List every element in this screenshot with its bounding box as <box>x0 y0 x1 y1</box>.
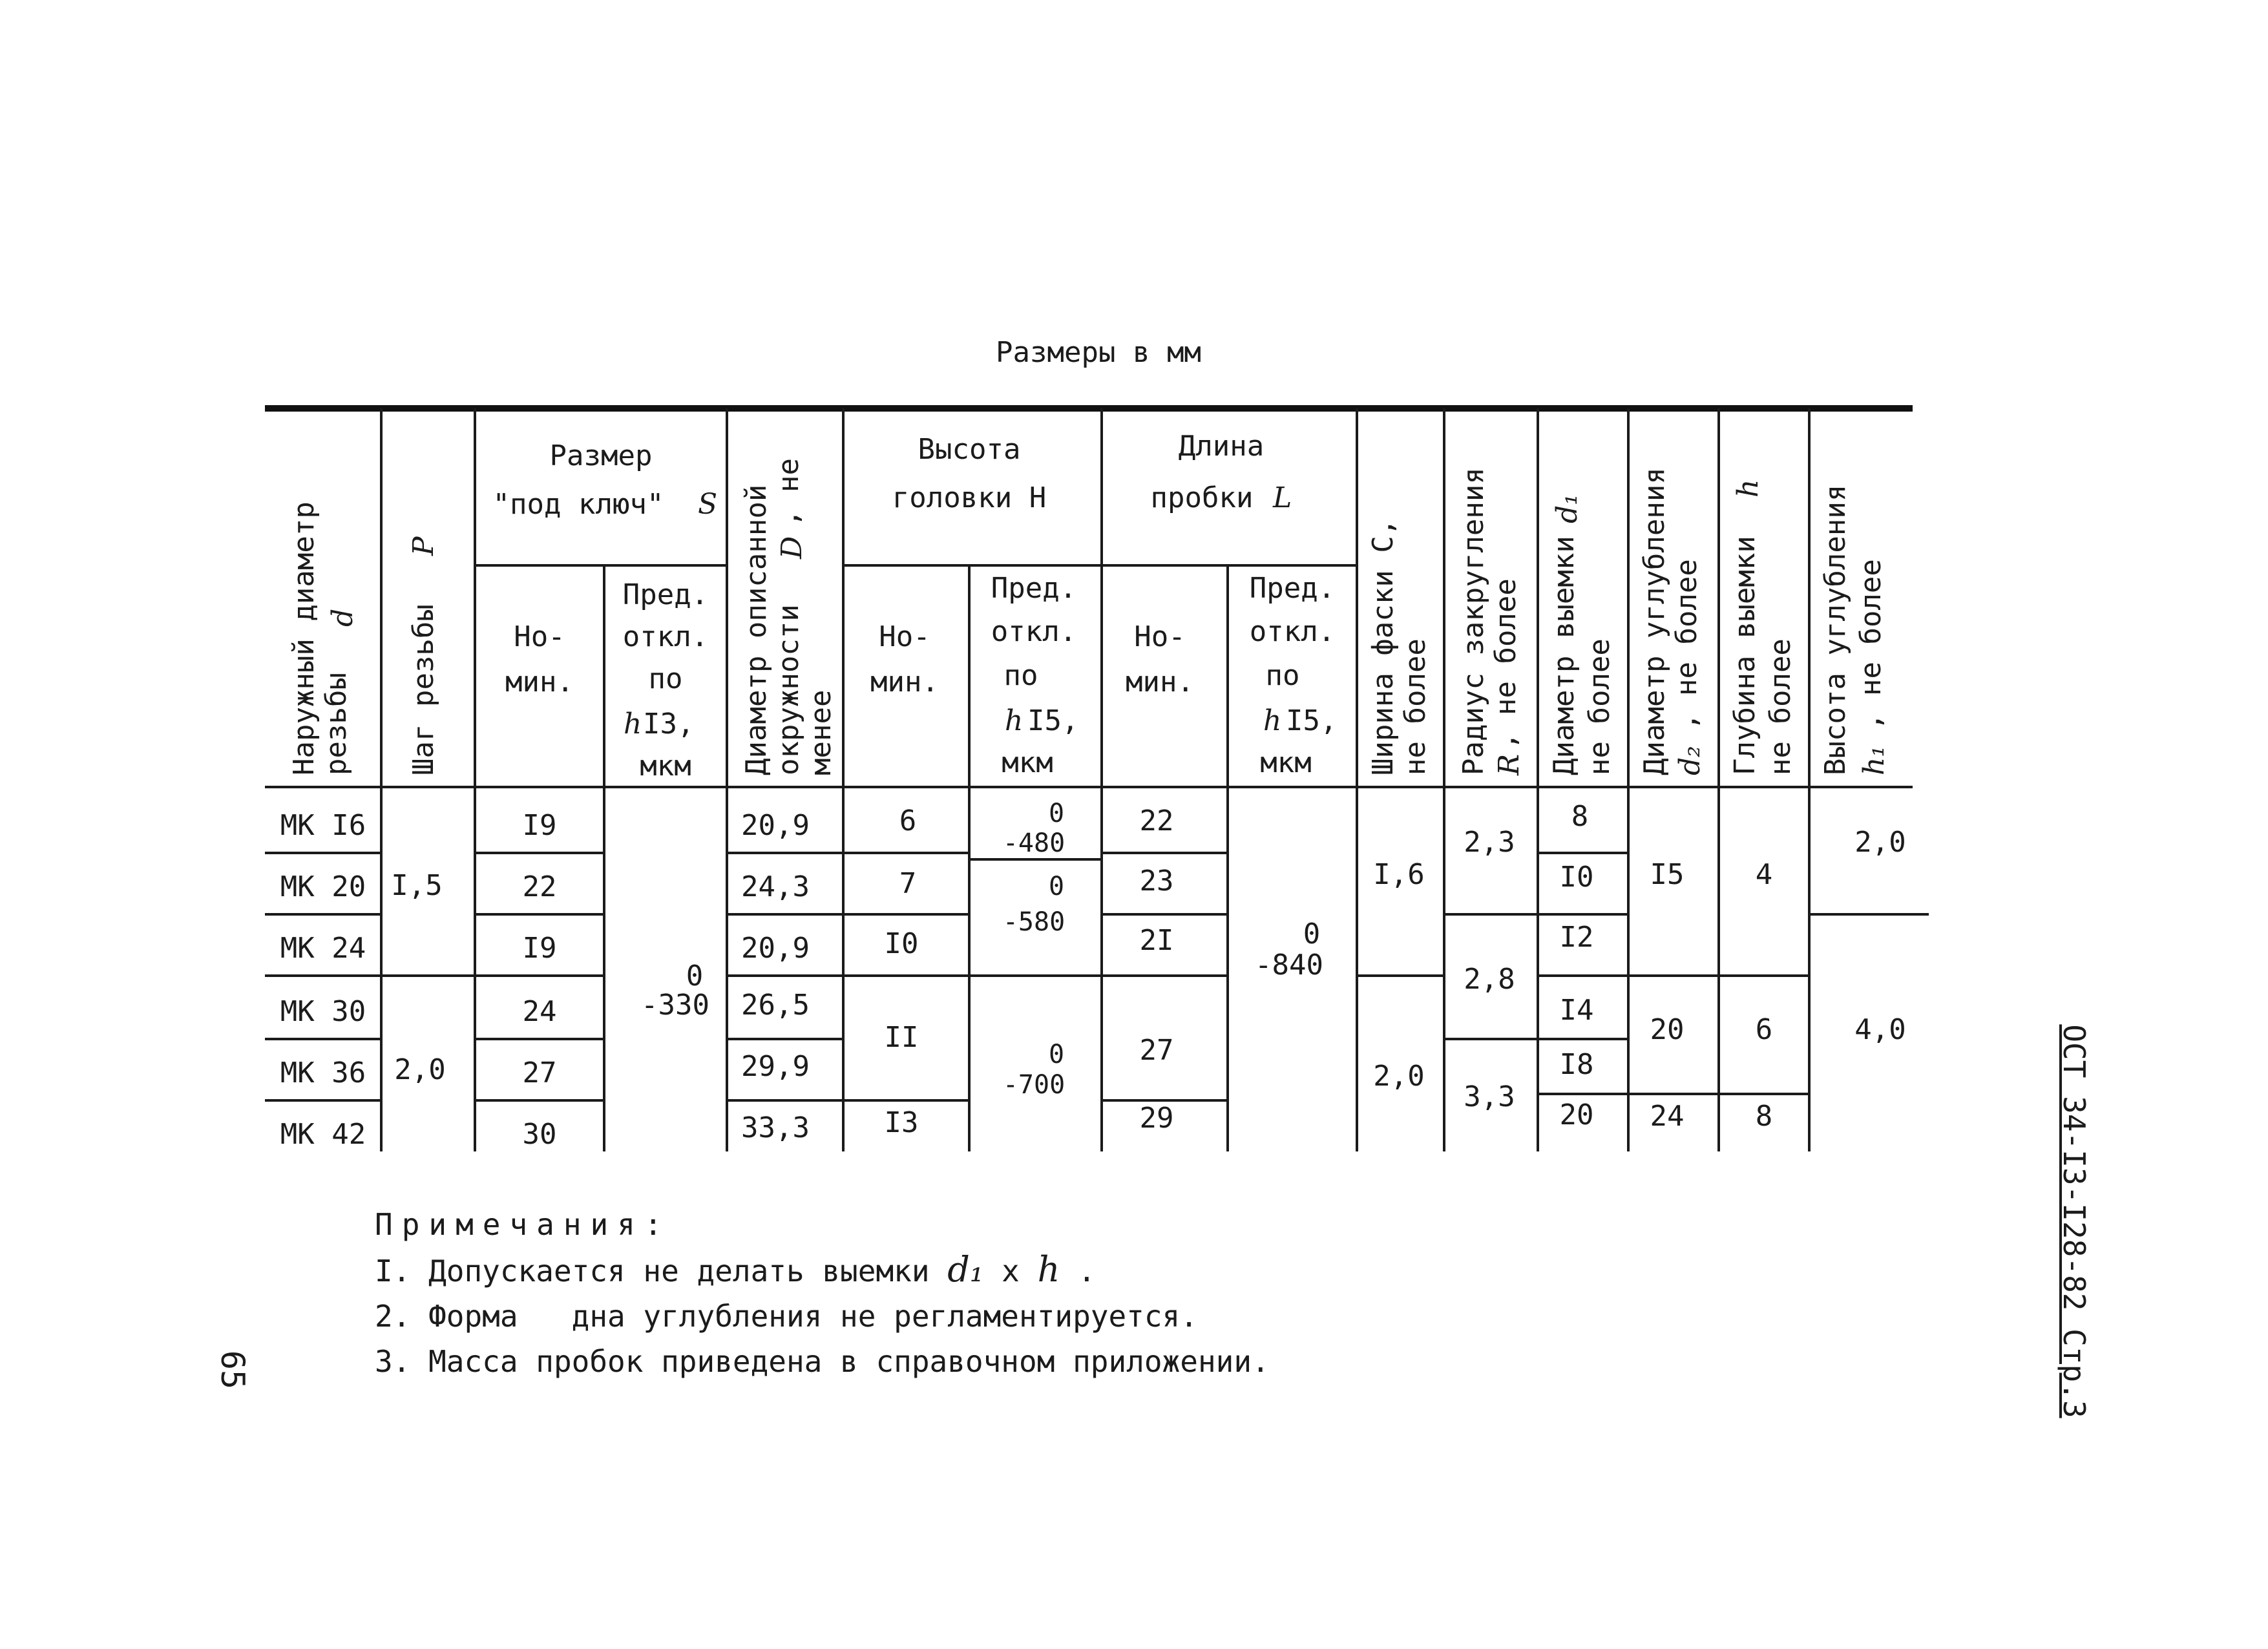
note-1-text: I. Допускается не делать выемки <box>375 1254 930 1288</box>
cell-H: 7 <box>899 867 917 900</box>
cell-p-b: 2,0 <box>394 1053 446 1086</box>
document-reference: ОСТ 34-I3-I28-82 Стр.3 <box>2057 1024 2092 1418</box>
note-2: 2. Форма дна углубления не регламентируется. <box>375 1299 1198 1334</box>
cell-s: 24 <box>522 995 557 1028</box>
header-s-line1: Размер <box>549 439 653 472</box>
header-d1-symbol: d₁ <box>1551 494 1584 523</box>
header-L-pred-2: откл. <box>1249 615 1336 648</box>
cell-d: МК 42 <box>280 1118 366 1151</box>
cell-d: МК 30 <box>280 995 366 1028</box>
cell-h-dev-b: -580 <box>1002 907 1066 937</box>
header-s-pred-2: откл. <box>622 620 709 653</box>
cell-d1: 8 <box>1571 800 1589 833</box>
cell-p-a: I,5 <box>391 869 443 902</box>
notes-block <box>375 1202 1270 1384</box>
note-1-symbol-d1: d₁ <box>947 1249 984 1290</box>
cell-D: 24,3 <box>741 870 810 903</box>
header-p-text: Шаг резьбы <box>407 604 440 775</box>
header-L-line2: пробки <box>1150 481 1254 514</box>
cell-D: 20,9 <box>741 809 810 842</box>
cell-c-b: 2,0 <box>1373 1060 1425 1093</box>
header-D-symbol: D <box>775 536 808 559</box>
header-R-line2: , не более <box>1489 578 1522 750</box>
header-d-line2: резьбы <box>320 673 353 775</box>
header-L-pred-mkm: мкм <box>1260 746 1312 779</box>
cell-r-a: 2,3 <box>1464 826 1515 859</box>
cell-d2-b: 20 <box>1650 1013 1685 1046</box>
header-h1-symbol: h₁ <box>1858 746 1891 775</box>
cell-d1: 20 <box>1559 1098 1594 1131</box>
header-H-pred-mkm: мкм <box>1002 746 1053 779</box>
cell-h-a: 4 <box>1755 858 1773 891</box>
header-s-line2: "под ключ" <box>492 488 664 521</box>
header-L-pred-h: h <box>1263 704 1282 737</box>
cell-h1-a: 2,0 <box>1854 826 1906 859</box>
note-1-symbol-h: h <box>1037 1249 1060 1290</box>
header-H-pred-h15: I5, <box>1027 704 1079 737</box>
cell-h-dev-a-zero: 0 <box>1048 799 1065 828</box>
note-1-end: . <box>1078 1254 1096 1288</box>
cell-h-dev-a: -480 <box>1002 828 1066 858</box>
cell-h-c: 8 <box>1755 1100 1773 1133</box>
header-L-symbol: L <box>1273 481 1292 514</box>
cell-d1: I2 <box>1559 921 1594 954</box>
cell-r-b: 2,8 <box>1464 963 1515 996</box>
cell-s: 22 <box>522 870 557 903</box>
header-h1-line1: Высота углубления <box>1819 484 1852 775</box>
cell-s-dev: -330 <box>641 989 709 1022</box>
header-H-pred-1: Пред. <box>991 572 1077 605</box>
cell-c-a: I,6 <box>1373 858 1425 891</box>
cell-H: I0 <box>884 927 919 960</box>
cell-h1-b: 4,0 <box>1854 1013 1906 1046</box>
cell-l-dev: -840 <box>1255 949 1323 982</box>
header-d2-line1: Диаметр углубления <box>1638 467 1671 775</box>
header-D-line2b: , не <box>772 458 805 527</box>
header-d2-symbol: d₂ <box>1674 746 1706 775</box>
cell-D: 29,9 <box>741 1050 810 1083</box>
cell-d: МК 24 <box>280 932 366 965</box>
cell-r-c: 3,3 <box>1464 1080 1515 1113</box>
cell-d1: I4 <box>1559 994 1594 1027</box>
header-h-symbol: h <box>1732 479 1765 498</box>
cell-d: МК 20 <box>280 870 366 903</box>
header-C-line1: Ширина фаски C, <box>1367 518 1400 775</box>
header-H-nomin-1: Но- <box>879 620 930 653</box>
header-d-line1: Наружный диаметр <box>288 501 320 775</box>
cell-s-dev-zero: 0 <box>686 960 704 993</box>
header-L-nomin-1: Но- <box>1134 620 1186 653</box>
page-number: 65 <box>214 1350 251 1390</box>
header-C-line2: не более <box>1399 638 1432 775</box>
header-s-pred-h13: I3, <box>643 708 695 740</box>
header-R-symbol: R <box>1493 753 1526 775</box>
cell-D: 20,9 <box>741 932 810 965</box>
header-L-pred-h15: I5, <box>1286 704 1338 737</box>
header-R-line1: Радиус закругления <box>1457 467 1490 775</box>
note-1 <box>375 1247 1270 1294</box>
header-h-line2: не более <box>1764 638 1797 775</box>
header-s-pred-mkm: мкм <box>640 750 691 782</box>
header-d-symbol: d <box>326 608 359 627</box>
cell-d1: I8 <box>1559 1048 1594 1081</box>
cell-H: 6 <box>899 804 917 837</box>
cell-d2-c: 24 <box>1650 1100 1685 1133</box>
cell-L: 23 <box>1139 865 1174 898</box>
notes-title: Примечания: <box>375 1207 671 1242</box>
cell-D: 33,3 <box>741 1111 810 1144</box>
header-H-line2: головки H <box>892 481 1047 514</box>
cell-L: 27 <box>1139 1034 1174 1067</box>
header-s-pred-1: Пред. <box>622 578 709 611</box>
cell-L: 29 <box>1139 1102 1174 1135</box>
cell-s: I9 <box>522 809 557 842</box>
cell-h-dev-c: -700 <box>1002 1070 1066 1100</box>
header-d1-line2: не более <box>1583 638 1616 775</box>
cell-d2-a: I5 <box>1650 858 1685 891</box>
header-p-symbol: P <box>407 536 440 556</box>
cell-L: 2I <box>1139 924 1174 957</box>
header-D-line3: менее <box>804 689 837 775</box>
header-D-line2a: окружности <box>772 604 805 775</box>
header-L-pred-3: по <box>1265 659 1300 692</box>
header-h-line1: Глубина выемки <box>1728 536 1761 775</box>
note-1-x: x <box>1002 1254 1020 1288</box>
cell-s: 30 <box>522 1118 557 1151</box>
header-s-symbol: S <box>698 488 718 521</box>
header-D-line1: Диаметр описанной <box>740 484 773 775</box>
header-H-pred-2: откл. <box>991 615 1077 648</box>
header-H-nomin-2: мин. <box>870 666 939 698</box>
header-L-pred-1: Пред. <box>1249 572 1336 605</box>
cell-d: МК 36 <box>280 1056 366 1089</box>
cell-s: I9 <box>522 932 557 965</box>
cell-l-dev-zero: 0 <box>1303 918 1321 951</box>
cell-d1: I0 <box>1559 861 1594 894</box>
cell-D: 26,5 <box>741 989 810 1022</box>
header-d2-line2: , не более <box>1670 559 1703 730</box>
cell-h-dev-c-zero: 0 <box>1048 1040 1065 1069</box>
cell-h-dev-b-zero: 0 <box>1048 872 1065 901</box>
header-L-nomin-2: мин. <box>1126 666 1194 698</box>
cell-H: I3 <box>884 1106 919 1139</box>
header-s-nomin-1: Но- <box>514 620 565 653</box>
header-L-line1: Длина <box>1178 430 1265 463</box>
note-3: 3. Масса пробок приведена в справочном приложении. <box>375 1344 1270 1379</box>
cell-s: 27 <box>522 1056 557 1089</box>
header-H-line1: Высота <box>918 433 1021 466</box>
table-caption: Размеры в мм <box>996 336 1201 369</box>
header-s-pred-3: по <box>648 662 683 695</box>
cell-h-b: 6 <box>1755 1013 1773 1046</box>
cell-L: 22 <box>1139 804 1174 837</box>
header-H-pred-3: по <box>1003 659 1038 692</box>
cell-d: МК I6 <box>280 809 366 842</box>
cell-H: II <box>884 1021 919 1054</box>
header-h1-line2: , не более <box>1854 559 1887 730</box>
header-s-nomin-2: мин. <box>505 666 574 698</box>
header-d1-line1: Диаметр выемки <box>1548 536 1580 775</box>
header-s-pred-h: h <box>624 708 642 740</box>
header-H-pred-h: h <box>1005 704 1024 737</box>
